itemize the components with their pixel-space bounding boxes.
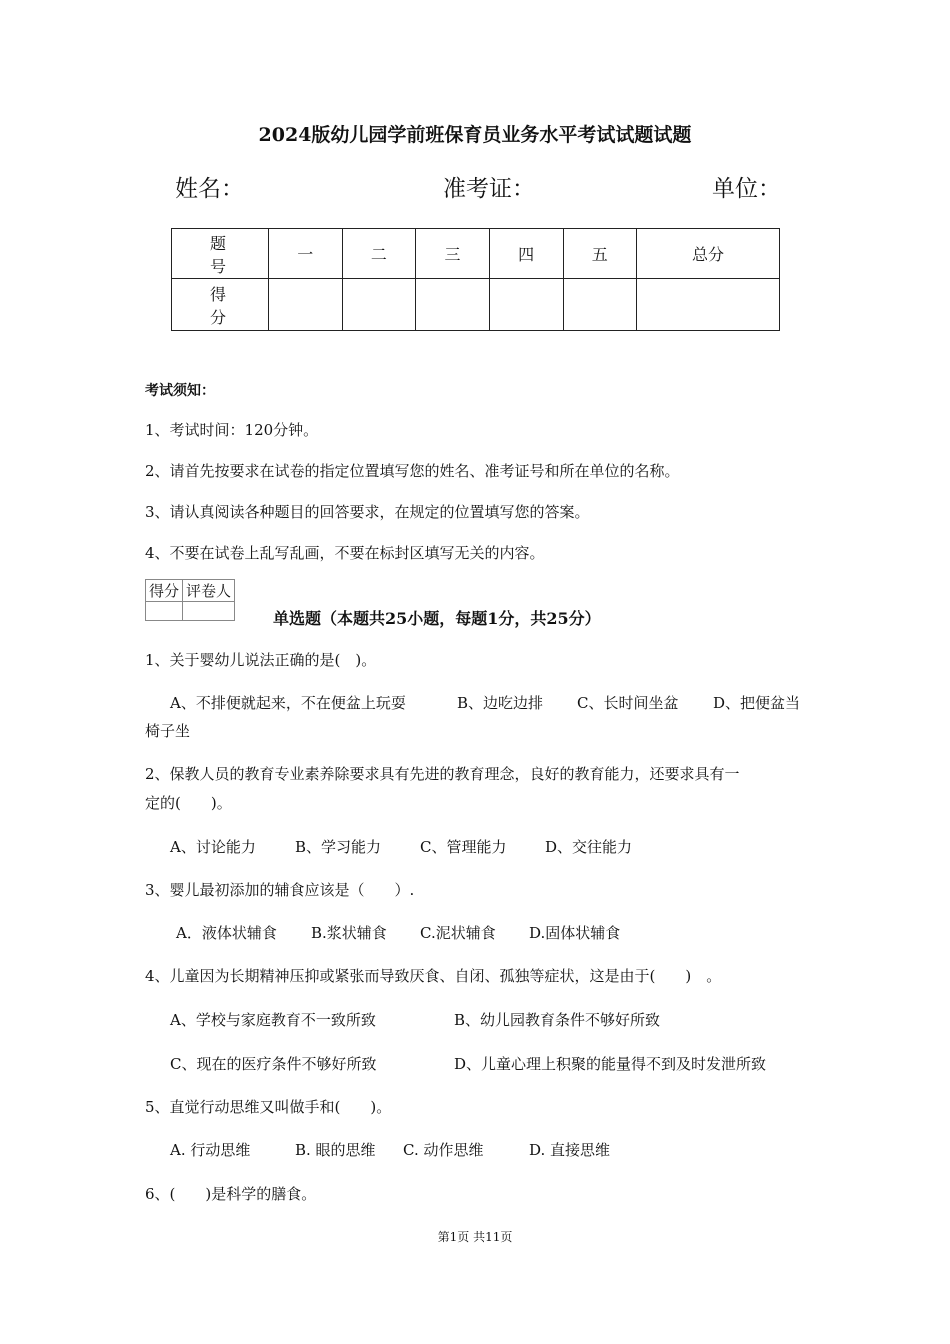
question-1-option-c: C、长时间坐盆 <box>577 694 679 712</box>
question-4-option-a: A、学校与家庭教育不一致所致 <box>170 1011 376 1029</box>
notice-item: 4、不要在试卷上乱写乱画，不要在标封区填写无关的内容。 <box>145 544 545 562</box>
score-table-score-label: 得 分 <box>172 279 269 331</box>
question-4-stem: 4、儿童因为长期精神压抑或紧张而导致厌食、自闭、孤独等症状，这是由于( ) 。 <box>145 967 722 985</box>
question-1-option-b: B、边吃边排 <box>457 694 544 712</box>
notice-item: 1、考试时间：120分钟。 <box>145 421 319 439</box>
score-cell[interactable] <box>342 279 416 331</box>
question-2-option-d: D、交往能力 <box>545 838 633 856</box>
question-3-stem: 3、婴儿最初添加的辅食应该是（ ）. <box>145 881 415 899</box>
question-2-option-c: C、管理能力 <box>420 838 507 856</box>
question-5-option-c: C. 动作思维 <box>403 1141 484 1159</box>
notice-item: 2、请首先按要求在试卷的指定位置填写您的姓名、准考证号和所在单位的名称。 <box>145 462 680 480</box>
question-2-option-b: B、学习能力 <box>295 838 382 856</box>
score-table-col-5: 五 <box>563 229 637 279</box>
question-5-option-a: A. 行动思维 <box>170 1141 251 1159</box>
section-title: 单选题（本题共25小题，每题1分，共25分） <box>273 609 601 628</box>
grader-name-cell[interactable] <box>183 602 235 621</box>
question-2-stem-line-1: 2、保教人员的教育专业素养除要求具有先进的教育理念，良好的教育能力，还要求具有一 <box>145 765 740 783</box>
grader-box <box>145 579 235 621</box>
question-4-option-d: D、儿童心理上积聚的能量得不到及时发泄所致 <box>454 1055 767 1073</box>
question-5-option-d: D. 直接思维 <box>529 1141 611 1159</box>
score-cell[interactable] <box>416 279 490 331</box>
score-table-col-total: 总分 <box>637 229 780 279</box>
score-cell[interactable] <box>269 279 343 331</box>
question-5-stem: 5、直觉行动思维又叫做手和( )。 <box>145 1098 392 1116</box>
question-4-option-c: C、现在的医疗条件不够好所致 <box>170 1055 377 1073</box>
question-6-stem: 6、( )是科学的膳食。 <box>145 1185 317 1203</box>
question-4-option-b: B、幼儿园教育条件不够好所致 <box>454 1011 661 1029</box>
unit-field-label: 单位： <box>712 176 781 202</box>
name-field-label: 姓名： <box>175 176 244 202</box>
question-1-option-a: A、不排便就起来，不在便盆上玩耍 <box>170 694 406 712</box>
question-3-option-d: D.固体状辅食 <box>529 924 621 942</box>
notice-title: 考试须知： <box>145 383 215 399</box>
question-2-stem-line-2: 定的( )。 <box>145 794 232 812</box>
score-table-col-1: 一 <box>269 229 343 279</box>
question-1-stem: 1、关于婴幼儿说法正确的是( )。 <box>145 651 377 669</box>
question-5-option-b: B. 眼的思维 <box>295 1141 376 1159</box>
question-3-option-b: B.浆状辅食 <box>311 924 387 942</box>
question-1-option-d: D、把便盆当 <box>713 694 801 712</box>
score-table-header-row <box>172 229 780 279</box>
score-table-col-3: 三 <box>416 229 490 279</box>
page-title: 2024版幼儿园学前班保育员业务水平考试试题试题 <box>258 124 692 146</box>
question-1-option-d-continuation: 椅子坐 <box>145 722 191 740</box>
grader-score-label: 得分 <box>146 580 183 602</box>
score-table <box>171 228 780 331</box>
grader-name-label: 评卷人 <box>183 580 235 602</box>
score-cell-total[interactable] <box>637 279 780 331</box>
notice-item: 3、请认真阅读各种题目的回答要求，在规定的位置填写您的答案。 <box>145 503 590 521</box>
score-cell[interactable] <box>563 279 637 331</box>
question-3-option-c: C.泥状辅食 <box>420 924 496 942</box>
question-2-option-a: A、讨论能力 <box>170 838 256 856</box>
score-table-score-row <box>172 279 780 331</box>
exam-number-field-label: 准考证： <box>443 176 535 202</box>
score-table-header-label: 题 号 <box>172 229 269 279</box>
page-footer: 第1页 共11页 <box>437 1230 513 1244</box>
score-cell[interactable] <box>489 279 563 331</box>
score-table-col-4: 四 <box>489 229 563 279</box>
score-table-col-2: 二 <box>342 229 416 279</box>
grader-score-cell[interactable] <box>146 602 183 621</box>
question-3-option-a: A．液体状辅食 <box>176 924 277 942</box>
